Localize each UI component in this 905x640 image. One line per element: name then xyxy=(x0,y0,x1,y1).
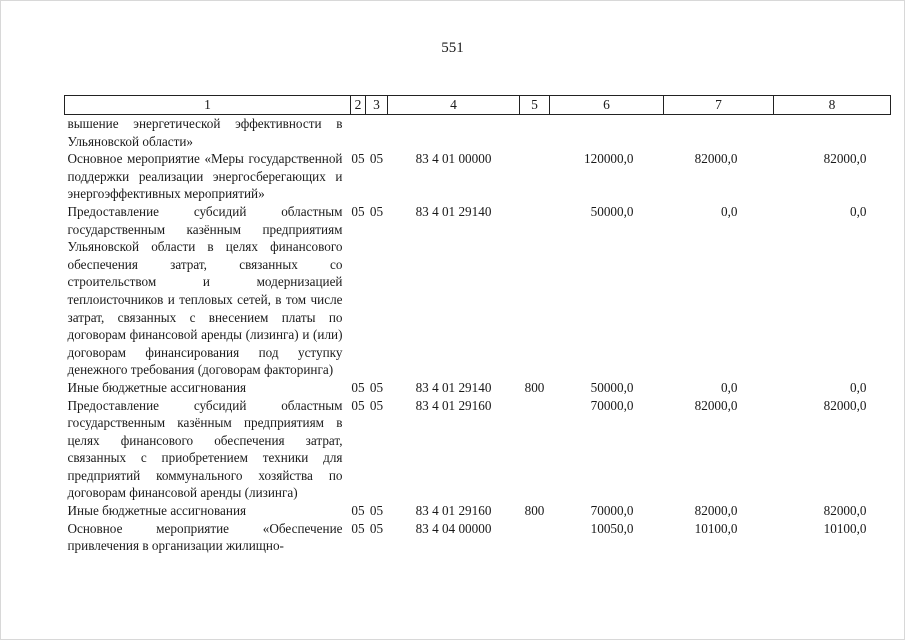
row-expense-type-cell xyxy=(520,115,550,151)
column-header-8: 8 xyxy=(774,96,891,115)
row-expense-type-cell xyxy=(520,203,550,379)
table-row xyxy=(65,115,891,151)
row-target-code-cell xyxy=(388,115,520,151)
row-amount-col8-cell: 10100,0 xyxy=(823,520,867,536)
row-expense-type-cell xyxy=(520,520,550,555)
row-amount-col6-cell: 50000,0 xyxy=(590,203,634,219)
row-name-cell: Иные бюджетные ассигнования xyxy=(67,379,247,395)
row-subsection-cell: 05 xyxy=(369,379,384,395)
row-section-cell xyxy=(351,115,366,151)
row-name-cell: Основное мероприятие «Обеспечение привлечения в организации жилищно- xyxy=(67,520,343,554)
row-amount-col6-cell: 50000,0 xyxy=(590,379,634,395)
row-section-cell: 05 xyxy=(351,520,365,536)
column-header-2: 2 xyxy=(351,96,366,115)
row-section-cell: 05 xyxy=(351,151,365,167)
table-row xyxy=(65,379,891,397)
column-header-6: 6 xyxy=(550,96,664,115)
row-target-code-cell: 83 4 04 00000 xyxy=(415,520,492,536)
row-target-code-cell: 83 4 01 29140 xyxy=(415,379,492,395)
row-amount-col6-cell xyxy=(550,115,664,151)
row-amount-col7-cell xyxy=(664,115,774,151)
table-row xyxy=(65,520,891,555)
table-row xyxy=(65,397,891,503)
row-expense-type-cell xyxy=(520,397,550,503)
row-section-cell: 05 xyxy=(351,379,365,395)
row-subsection-cell xyxy=(366,115,388,151)
row-target-code-cell: 83 4 01 29160 xyxy=(415,397,492,413)
table-row xyxy=(65,502,891,520)
row-amount-col8-cell xyxy=(774,115,891,151)
column-number-header xyxy=(65,96,891,115)
row-amount-col8-cell: 82000,0 xyxy=(823,397,867,413)
row-section-cell: 05 xyxy=(351,503,365,519)
table-row xyxy=(65,203,891,379)
row-target-code-cell: 83 4 01 29160 xyxy=(415,503,492,519)
row-name-cell: Основное мероприятие «Меры государственной поддержки реализации энергосберегающих и энергоэффективных мероприятий» xyxy=(67,151,343,202)
column-header-1: 1 xyxy=(65,96,351,115)
row-amount-col7-cell: 0,0 xyxy=(721,203,738,219)
row-amount-col8-cell: 0,0 xyxy=(850,203,867,219)
column-header-3: 3 xyxy=(366,96,388,115)
row-subsection-cell: 05 xyxy=(369,151,384,167)
column-header-4: 4 xyxy=(388,96,520,115)
row-name-cell: вышение энергетической эффективности в Ульяновской области» xyxy=(67,116,343,149)
row-amount-col7-cell: 82000,0 xyxy=(694,397,738,413)
row-amount-col8-cell: 82000,0 xyxy=(823,503,867,519)
column-header-7: 7 xyxy=(664,96,774,115)
row-amount-col7-cell: 10100,0 xyxy=(694,520,738,536)
row-amount-col6-cell: 120000,0 xyxy=(584,151,634,167)
row-name-cell: Предоставление субсидий областным государственным казённым предприятиям в целях финансового обеспечения затрат, связанных с приобретением техники для предприятий коммунального хозяйства по договорам финансовой аренды (лизинга) xyxy=(67,397,343,501)
row-section-cell: 05 xyxy=(351,397,365,413)
budget-table xyxy=(64,95,891,555)
page-number: 551 xyxy=(441,40,464,56)
row-expense-type-cell xyxy=(520,150,550,203)
row-target-code-cell: 83 4 01 29140 xyxy=(415,203,492,219)
row-name-cell: Предоставление субсидий областным государственным казённым предприятиям Ульяновской области в целях финансового обеспечения затрат, связанных со строительством и модернизацией теплоисточников и тепловых сетей, в том числе затрат, связанных с внесением платы по договорам финансовой аренды (лизинга) и (или) договорам финансирования под уступку денежного требования (договорам факторинга) xyxy=(67,203,343,378)
row-subsection-cell: 05 xyxy=(369,397,384,413)
row-expense-type-cell: 800 xyxy=(524,503,545,519)
row-target-code-cell: 83 4 01 00000 xyxy=(415,151,492,167)
row-subsection-cell: 05 xyxy=(369,203,384,219)
row-amount-col7-cell: 82000,0 xyxy=(694,151,738,167)
row-section-cell: 05 xyxy=(351,203,365,219)
row-amount-col8-cell: 0,0 xyxy=(850,379,867,395)
row-subsection-cell: 05 xyxy=(369,520,384,536)
row-amount-col6-cell: 70000,0 xyxy=(590,503,634,519)
row-subsection-cell: 05 xyxy=(369,503,384,519)
row-amount-col6-cell: 70000,0 xyxy=(590,397,634,413)
row-amount-col6-cell: 10050,0 xyxy=(590,520,634,536)
row-amount-col7-cell: 82000,0 xyxy=(694,503,738,519)
table-row xyxy=(65,150,891,203)
column-header-5: 5 xyxy=(520,96,550,115)
row-expense-type-cell: 800 xyxy=(524,379,545,395)
row-amount-col7-cell: 0,0 xyxy=(721,379,738,395)
row-name-cell: Иные бюджетные ассигнования xyxy=(67,503,247,519)
row-amount-col8-cell: 82000,0 xyxy=(823,151,867,167)
